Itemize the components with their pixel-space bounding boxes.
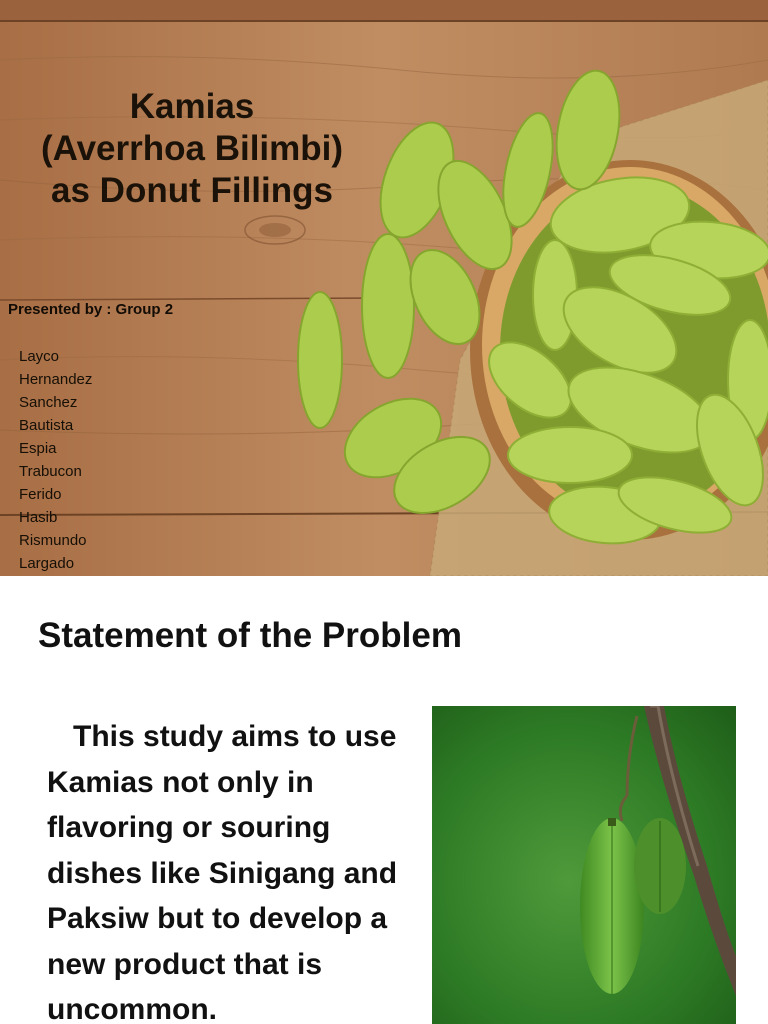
member-name: Rismundo bbox=[19, 532, 87, 549]
member-name: Espia bbox=[19, 440, 57, 457]
slide-title bbox=[0, 86, 384, 212]
member-name: Ferido bbox=[19, 486, 62, 503]
member-name: Layco bbox=[19, 348, 60, 365]
member-name: Trabucon bbox=[19, 463, 82, 480]
title-line: (Averrhoa Bilimbi) bbox=[40, 129, 344, 168]
presented-by: Presented by : Group 2 bbox=[8, 301, 174, 318]
kamias-on-branch-photo bbox=[432, 706, 736, 1024]
title-line: as Donut Fillings bbox=[51, 171, 333, 210]
member-list bbox=[19, 345, 92, 575]
slide-title: Statement of the Problem bbox=[38, 616, 462, 655]
member-name: Hernandez bbox=[19, 371, 93, 388]
member-name: Largado bbox=[19, 555, 75, 572]
problem-statement bbox=[47, 714, 427, 1024]
member-name: Bautista bbox=[19, 417, 74, 434]
problem-text: This study aims to use Kamias not only in flavoring or souring dishes like Sinigang and Paksiw but to develop a new product that is uncommon. bbox=[47, 720, 398, 1024]
problem-slide bbox=[0, 576, 768, 1024]
member-name: Hasib bbox=[19, 509, 58, 526]
member-name: Sanchez bbox=[19, 394, 78, 411]
title-line: Kamias bbox=[129, 87, 255, 126]
